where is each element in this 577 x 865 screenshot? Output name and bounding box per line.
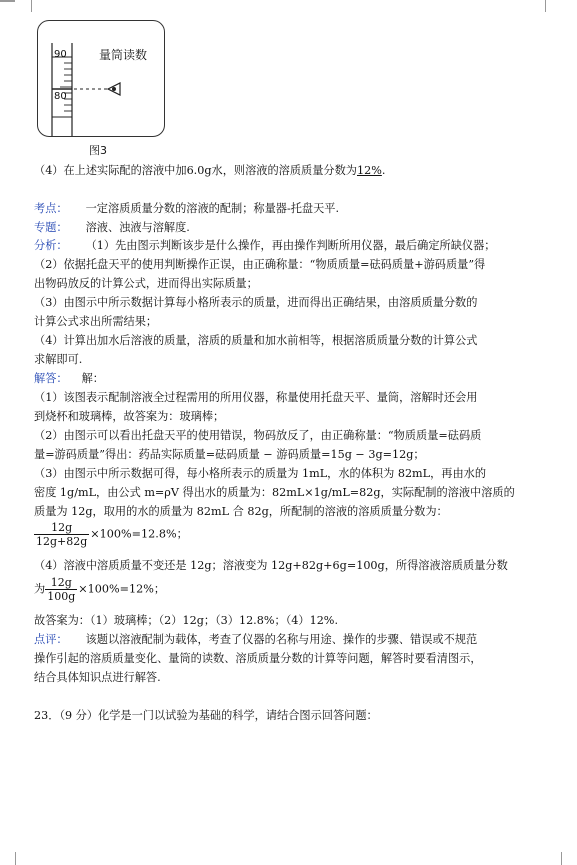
crop-mark-top-left <box>15 0 32 12</box>
cylinder-diagram <box>38 21 164 136</box>
figure-caption: 图3 <box>89 144 107 157</box>
fraction-2 <box>45 576 77 603</box>
dianping-line: 结合具体知识点进行解答. <box>34 671 161 684</box>
jieda-label: 解答： <box>34 372 68 385</box>
crop-mark-bottom-left <box>15 852 16 865</box>
jieda-line: （1）该图表示配制溶液全过程需用的所用仪器，称量使用托盘天平、量筒，溶解时还会用 <box>34 391 478 404</box>
figure-title: 量筒读数 <box>99 48 148 62</box>
fraction-2-numerator: 12g <box>45 576 77 590</box>
dianping-row <box>34 632 477 648</box>
question-4 <box>34 163 385 179</box>
zhuanti-text: 溶液、浊液与溶解度. <box>85 221 190 234</box>
fraction-2-denominator: 100g <box>47 590 76 603</box>
fraction-1-denominator: 12g+82g <box>36 535 88 548</box>
crop-mark-top-right <box>545 0 562 12</box>
fenxi-line: （2）依据托盘天平的使用判断操作正误，由正确称量：“物质质量=砝码质量+游码质量”得 <box>34 258 486 271</box>
next-question: 23．（9 分）化学是一门以试验为基础的科学，请结合图示回答问题： <box>34 709 378 722</box>
jieda-first: 解： <box>81 372 104 385</box>
fenxi-line: （3）由图示中所示数据计算每小格所表示的质量，进而得出正确结果，由溶质质量分数的 <box>34 296 478 309</box>
q4-text-before: （4）在上述实际配的溶液中加 <box>34 164 187 177</box>
fenxi-line: （4）计算出加水后溶液的质量，溶质的质量和加水前相等，根据溶质质量分数的计算公式 <box>34 334 478 347</box>
tick-label-80: 80 <box>54 91 67 102</box>
fenxi-line: （1）先由图示判断该步是什么操作，再由操作判断所用仪器，最后确定所缺仪器； <box>85 239 496 252</box>
fraction-row-1 <box>34 521 188 548</box>
kaodian-text: 一定溶质质量分数的溶液的配制；称量器-托盘天平. <box>85 202 340 215</box>
fenxi-line: 求解即可. <box>34 353 83 366</box>
fenxi-row-1 <box>34 238 495 254</box>
fenxi-line: 计算公式求出所需结果； <box>34 315 158 328</box>
fraction-2-tail: ×100%=12%； <box>78 582 166 596</box>
jieda-line: 量=游码质量”得出：药品实际质量=砝码质量 − 游码质量=15g − 3g=12g； <box>34 448 425 461</box>
jieda-line: 到烧杯和玻璃棒，故答案为：玻璃棒； <box>34 410 225 423</box>
q4-water: 6.0g <box>186 164 212 177</box>
fenxi-line: 出物码放反的计算公式，进而得出实际质量； <box>34 277 258 290</box>
tick-label-90: 90 <box>54 49 67 60</box>
jieda-line: （2）由图示可以看出托盘天平的使用错误，物码放反了，由正确称量：“物质质量=砝码质 <box>34 429 482 442</box>
crop-mark-bottom-right-h <box>0 1 15 2</box>
crop-mark-bottom-right <box>561 852 562 865</box>
dianping-line: 该题以溶液配制为载体，考查了仪器的名称与用途、操作的步骤、错误或不规范 <box>85 633 478 646</box>
q4-text-mid: 水，则溶液的溶质质量分数为 <box>211 164 357 177</box>
zhuanti-label: 专题： <box>34 221 68 234</box>
q4-answer: 12% <box>356 164 382 177</box>
jieda-row <box>34 371 104 387</box>
jieda-line: （3）由图示中所示数据可得，每小格所表示的质量为 1mL，水的体积为 82mL，再由水的 <box>34 467 487 480</box>
fraction-1 <box>34 521 89 548</box>
fraction-1-numerator: 12g <box>34 521 89 535</box>
fenxi-label: 分析： <box>34 239 68 252</box>
jieda-line: 质量为 12g，取用的水的质量为 82mL 合 82g，所配制的溶液的溶质质量分数为： <box>34 505 448 518</box>
dianping-label: 点评： <box>34 633 68 646</box>
q4-text-end: . <box>381 164 386 177</box>
jieda-line: 密度 1g/mL，由公式 m=ρV 得出水的质量为：82mL×1g/mL=82g，实际配制的溶液中溶质的 <box>34 486 515 499</box>
fraction-2-prefix: 为 <box>34 582 46 596</box>
fraction-1-tail: ×100%=12.8%； <box>90 527 188 541</box>
jieda-line-4: （4）溶液中溶质质量不变还是 12g；溶液变为 12g+82g+6g=100g，所得溶液溶质质量分数 <box>34 559 508 572</box>
zhuanti-row <box>34 220 190 236</box>
kaodian-label: 考点： <box>34 202 68 215</box>
fraction-row-2 <box>34 576 165 603</box>
figure-cylinder-reading <box>37 20 165 137</box>
kaodian-row <box>34 201 339 217</box>
dianping-line: 操作引起的溶质质量变化、量筒的读数、溶质质量分数的计算等问题，解答时要看清图示， <box>34 652 482 665</box>
final-answer: 故答案为：（1）玻璃棒；（2）12g；（3）12.8%；（4）12%. <box>34 614 338 627</box>
